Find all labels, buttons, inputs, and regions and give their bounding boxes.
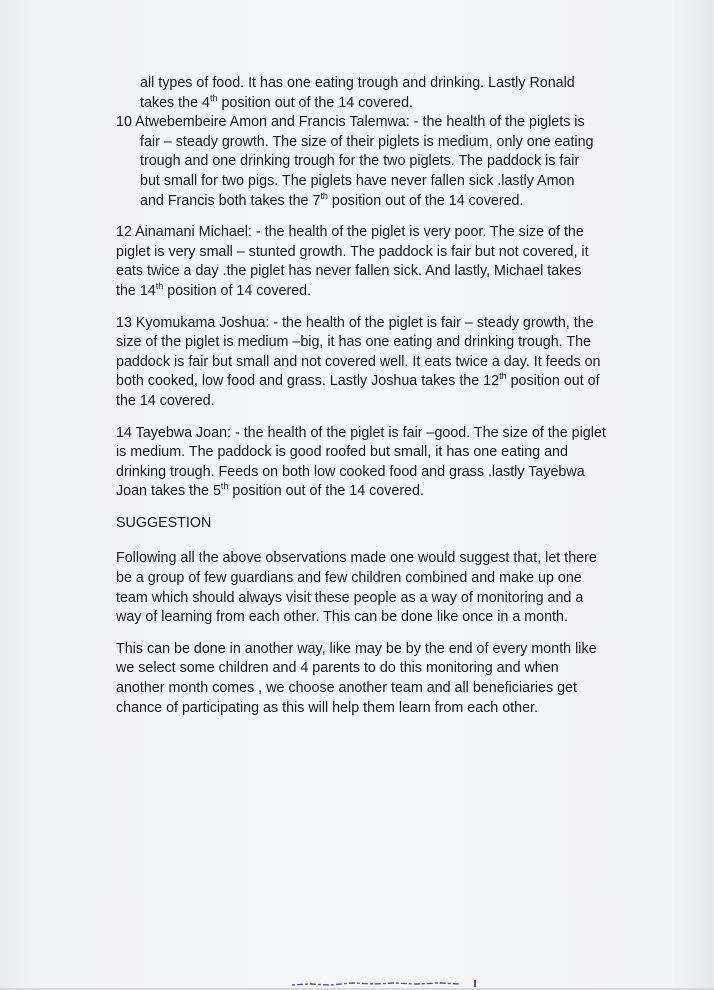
section-heading-suggestion: SUGGESTION — [116, 514, 212, 531]
text-line: trough and one drinking trough for the two piglets. The paddock is fair — [140, 153, 580, 170]
text-line — [116, 192, 656, 212]
text-line: Following all the above observations made one would suggest that, let there — [116, 550, 597, 567]
paragraph-suggestion-1 — [116, 549, 656, 627]
text-fragment: the 14 — [116, 282, 156, 299]
text-fragment: Joan takes the 5 — [116, 483, 221, 500]
text-line — [116, 282, 656, 302]
scan-smudge-mark — [290, 978, 480, 988]
text-line: 14 Tayebwa Joan: - the health of the piglet is fair –good. The size of the piglet — [116, 424, 606, 441]
text-line: way of learning from each other. This can be done like once in a month. — [116, 609, 568, 626]
text-line: 10 Atwebembeire Amon and Francis Talemwa: - the health of the piglets is — [116, 114, 585, 131]
text-line — [116, 94, 656, 114]
text-line: fair – steady growth. The size of their piglets is medium, only one eating — [140, 133, 594, 150]
text-fragment: position out of the 14 covered. — [217, 94, 413, 111]
document-body — [116, 74, 656, 718]
text-fragment: position of 14 covered. — [163, 282, 312, 299]
text-line: all types of food. It has one eating trough and drinking. Lastly Ronald — [140, 75, 575, 91]
text-line: paddock is fair but small and not covered well. It eats twice a day. It feeds on — [116, 353, 601, 370]
paragraph-ronald-continuation — [116, 74, 656, 113]
text-line: another month comes , we choose another team and all beneficiaries get — [116, 680, 577, 697]
text-fragment: takes the 4 — [140, 94, 210, 111]
ordinal-suffix: th — [220, 481, 229, 492]
paragraph-amon-francis — [116, 113, 656, 211]
text-line: piglet is very small – stunted growth. The paddock is fair but not covered, it — [116, 243, 589, 260]
text-line: but small for two pigs. The piglets have never fallen sick .lastly Amon — [140, 172, 575, 189]
text-fragment: position out of the 14 covered. — [327, 192, 524, 209]
text-line: the 14 covered. — [116, 392, 215, 409]
text-fragment: position out of — [506, 373, 600, 390]
text-line: is medium. The paddock is good roofed but small, it has one eating and — [116, 444, 568, 461]
text-line: we select some children and 4 parents to do this monitoring and when — [116, 660, 559, 677]
ordinal-suffix: th — [320, 190, 328, 201]
ordinal-suffix: th — [155, 280, 164, 291]
text-line — [116, 372, 656, 392]
text-fragment: and Francis both takes the 7 — [140, 192, 321, 209]
text-line: eats twice a day .the piglet has never fallen sick. And lastly, Michael takes — [116, 263, 582, 280]
text-line: 13 Kyomukama Joshua: - the health of the piglet is fair – steady growth, the — [116, 314, 594, 331]
text-line: drinking trough. Feeds on both low cooked food and grass .lastly Tayebwa — [116, 463, 585, 480]
text-line: 12 Ainamani Michael: - the health of the piglet is very poor. The size of the — [116, 224, 584, 241]
paragraph-michael — [116, 223, 656, 301]
paragraph-joshua — [116, 314, 656, 412]
text-line: chance of participating as this will help them learn from each other. — [116, 699, 538, 716]
text-line: size of the piglet is medium –big, it has one eating and drinking trough. The — [116, 334, 592, 351]
text-line: be a group of few guardians and few children combined and make up one — [116, 570, 582, 587]
text-line: This can be done in another way, like may be by the end of every month like — [116, 640, 597, 657]
text-line — [116, 482, 656, 502]
text-line: team which should always visit these people as a way of monitoring and a — [116, 589, 584, 606]
paragraph-joan — [116, 424, 656, 502]
ordinal-suffix: th — [209, 92, 218, 103]
ordinal-suffix: th — [499, 371, 507, 382]
text-fragment: position out of the 14 covered. — [228, 483, 424, 500]
paragraph-suggestion-2 — [116, 640, 656, 718]
text-fragment: both cooked, low food and grass. Lastly Joshua takes the 12 — [116, 373, 500, 390]
